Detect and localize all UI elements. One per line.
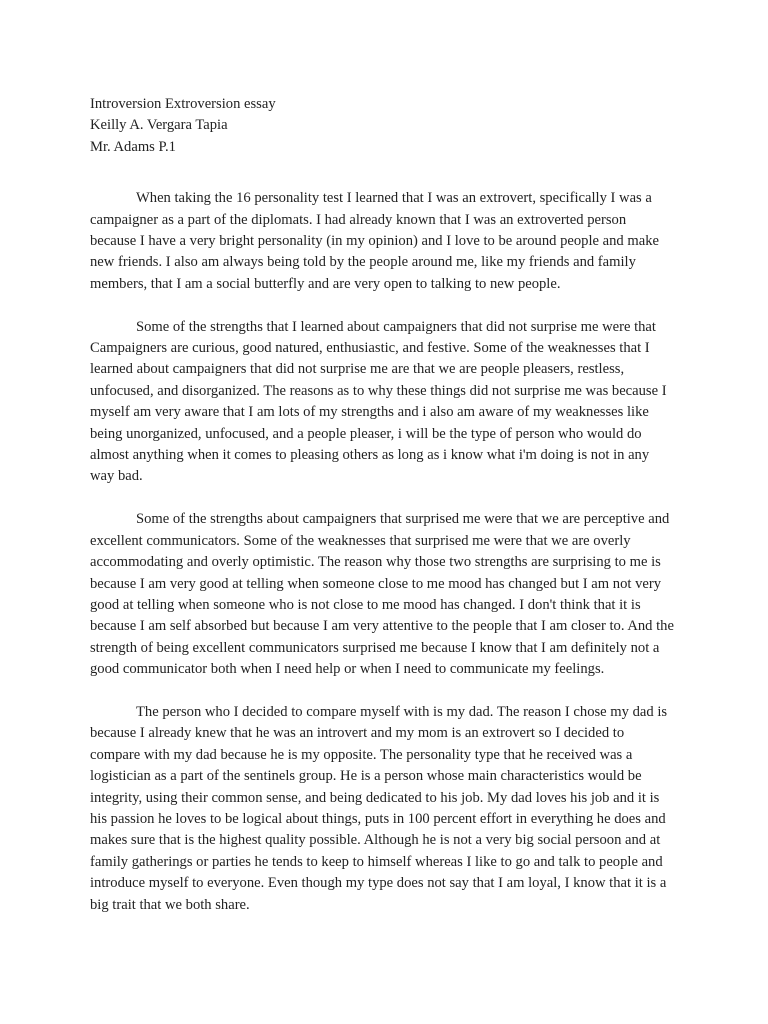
essay-title: Introversion Extroversion essay	[90, 96, 276, 112]
author-name: Keilly A. Vergara Tapia	[90, 117, 228, 134]
teacher-period: Mr. Adams P.1	[90, 138, 176, 155]
paragraph-1: When taking the 16 personality test I learned that I was an extrovert, specifically I was a campaigner as a part of the diplomats. I had already known that I was an extroverted person because I have a very bright personality (in my opinion) and I love to be around people and make new friends. I also am always being told by the people around me, like my friends and family members, that I am a social butterfly and are very open to talking to new people.	[90, 190, 659, 292]
header-spacer	[90, 158, 675, 188]
paragraph-4: The person who I decided to compare myself with is my dad. The reason I chose my dad is because I already knew that he was an introvert and my mom is an extrovert so I decided to compare with my dad because he is my opposite. The personality type that he received was a logistician as a part of the sentinels group. He is a person whose main characteristics would be integrity, using their common sense, and being dedicated to his job. My dad loves his job and it is his passion he loves to be logical about things, puts in 100 percent effort in everything he does and makes sure that is the highest quality possible. Although he is not a very big social persoon and at family gatherings or parties he tends to keep to himself whereas I like to go and talk to people and introduce myself to everyone. Even though my type does not say that I am loyal, I know that it is a big trait that we both share.	[90, 703, 668, 913]
paragraph-3: Some of the strengths about campaigners that surprised me were that we are perceptive and excellent communicators. Some of the weaknesses that surprised me were that we are overly accommodating and overly optimistic. The reason why those two strengths are surprising to me is because I am very good at telling when someone close to me mood has changed but I am not very good at telling when someone who is not close to me mood has changed. I don't think that it is because I am self absorbed but because I am very attentive to the people that I am closer to. And the strength of being excellent communicators surprised me because I know that I am definitely not a good communicator both when I need help or when I need to communicate my feelings.	[90, 511, 674, 678]
essay-body	[90, 94, 675, 937]
paragraph-2: Some of the strengths that I learned about campaigners that did not surprise me were that Campaigners are curious, good natured, enthusiastic, and festive. Some of the weaknesses that I learned about campaigners that did not surprise me are that we are people pleasers, restless, unfocused, and disorganized. The reasons as to why these things did not surprise me was because I myself am very aware that I am lots of my strengths and i also am aware of my weaknesses like being unorganized, unfocused, and a people pleaser, i will be the type of person who would do almost anything when it comes to pleasing others as long as i know what i'm doing is not in any way bad.	[90, 318, 667, 485]
